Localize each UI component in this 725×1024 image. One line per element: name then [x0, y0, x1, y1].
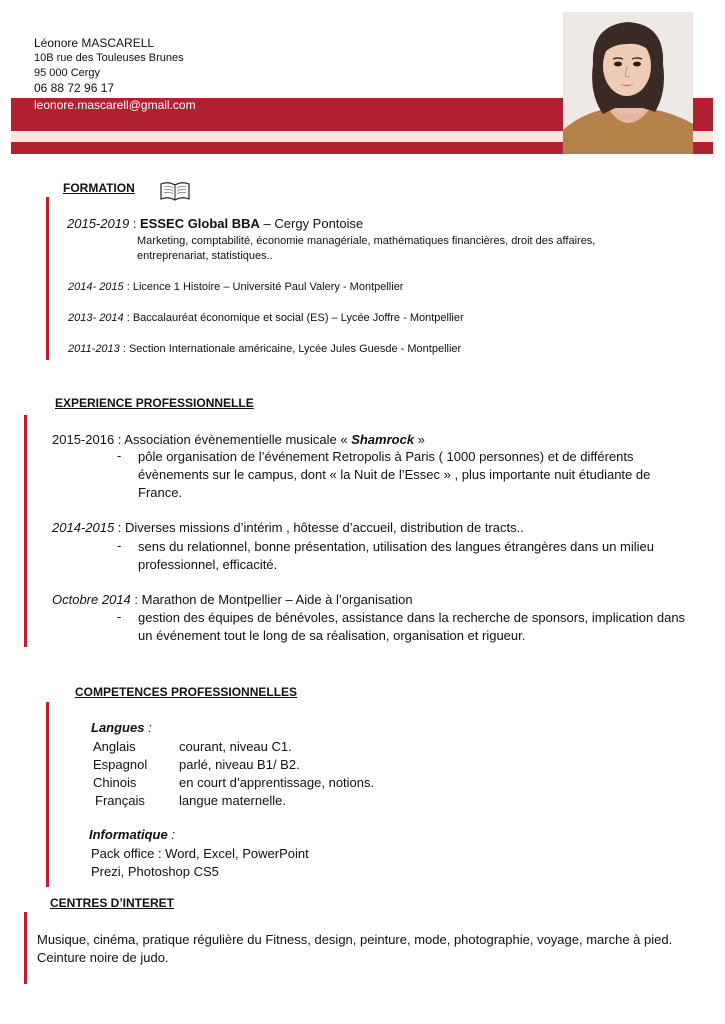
formation-entry-4: 2011-2013 : Section Internationale américaine, Lycée Jules Guesde - Montpellier — [68, 343, 462, 355]
formation-entry-3: 2013- 2014 : Baccalauréat économique et social (ES) – Lycée Joffre - Montpellier — [68, 312, 464, 324]
language-name: Anglais — [93, 739, 136, 754]
formation-desc-line: Marketing, comptabilité, économie managériale, mathématiques financières, droit des affaires, — [137, 235, 596, 247]
experience-heading: EXPERIENCE PROFESSIONNELLE — [55, 396, 254, 410]
language-level: langue maternelle. — [179, 793, 286, 808]
competences-heading: COMPETENCES PROFESSIONNELLES — [75, 685, 298, 699]
it-line: Prezi, Photoshop CS5 — [91, 864, 219, 879]
city-line: 95 000 Cergy — [34, 67, 101, 79]
formation-entry-1: 2015-2019 : ESSEC Global BBA – Cergy Pontoise — [67, 216, 364, 231]
experience-item-3: Octobre 2014 : Marathon de Montpellier – Aide à l’organisation — [52, 592, 413, 607]
it-title: Informatique : — [89, 827, 175, 842]
language-level: parlé, niveau B1/ B2. — [179, 757, 300, 772]
bullet-line: professionnel, efficacité. — [138, 557, 278, 572]
interests-line: Ceinture noire de judo. — [37, 950, 169, 965]
bullet-line: pôle organisation de l’événement Retropolis à Paris ( 1000 personnes) et de différents — [138, 449, 634, 464]
bullet-line: France. — [138, 485, 183, 500]
bullet-line: un événement tout le long de sa réalisation, organisation et rigueur. — [138, 628, 526, 643]
formation-entry-2: 2014- 2015 : Licence 1 Histoire – Université Paul Valery - Montpellier — [68, 281, 404, 293]
bullet-line: évènements sur le campus, dont « la Nuit de l’Essec » , plus importante nuit étudiante de — [138, 467, 651, 482]
formation-desc-line: entreprenariat, statistiques.. — [137, 250, 273, 262]
languages-title: Langues : — [91, 720, 152, 735]
experience-item-2: 2014-2015 : Diverses missions d’intérim , hôtesse d’accueil, distribution de tracts.. — [52, 520, 524, 535]
language-name: Chinois — [93, 775, 137, 790]
open-book-icon — [159, 180, 191, 207]
formation-date: 2015-2019 — [67, 216, 130, 231]
it-line: Pack office : Word, Excel, PowerPoint — [91, 846, 309, 861]
bullet-line: gestion des équipes de bénévoles, assistance dans la recherche de sponsors, implication dans — [138, 610, 686, 625]
experience-item-1: 2015-2016 : Association évènementielle musicale « Shamrock » — [52, 432, 425, 447]
interests-rule — [24, 912, 27, 984]
bullet-dash: - — [117, 609, 122, 624]
language-name: Espagnol — [93, 757, 148, 772]
competences-rule — [46, 702, 49, 887]
language-level: courant, niveau C1. — [179, 739, 292, 754]
formation-heading: FORMATION — [63, 181, 135, 195]
bullet-dash: - — [117, 538, 122, 553]
formation-rule — [46, 197, 49, 360]
phone-line: 06 88 72 96 17 — [34, 81, 115, 95]
experience-rule — [24, 415, 27, 647]
candidate-name: Léonore MASCARELL — [34, 36, 155, 50]
profile-photo — [563, 12, 693, 154]
email-link[interactable]: leonore.mascarell@gmail.com — [34, 98, 196, 112]
bullet-line: sens du relationnel, bonne présentation, utilisation des langues étrangères dans un milieu — [138, 539, 655, 554]
interests-heading: CENTRES D’INTERET — [50, 896, 175, 910]
bullet-dash: - — [117, 448, 122, 463]
language-level: en court d’apprentissage, notions. — [179, 775, 375, 790]
school-name: ESSEC Global BBA — [140, 216, 260, 231]
interests-line: Musique, cinéma, pratique régulière du Fitness, design, peinture, mode, photographie, voyage, marche à pied. — [37, 932, 673, 947]
highlight-text: Shamrock — [351, 432, 415, 447]
language-name: Français — [95, 793, 145, 808]
address-line: 10B rue des Touleuses Brunes — [34, 52, 184, 64]
